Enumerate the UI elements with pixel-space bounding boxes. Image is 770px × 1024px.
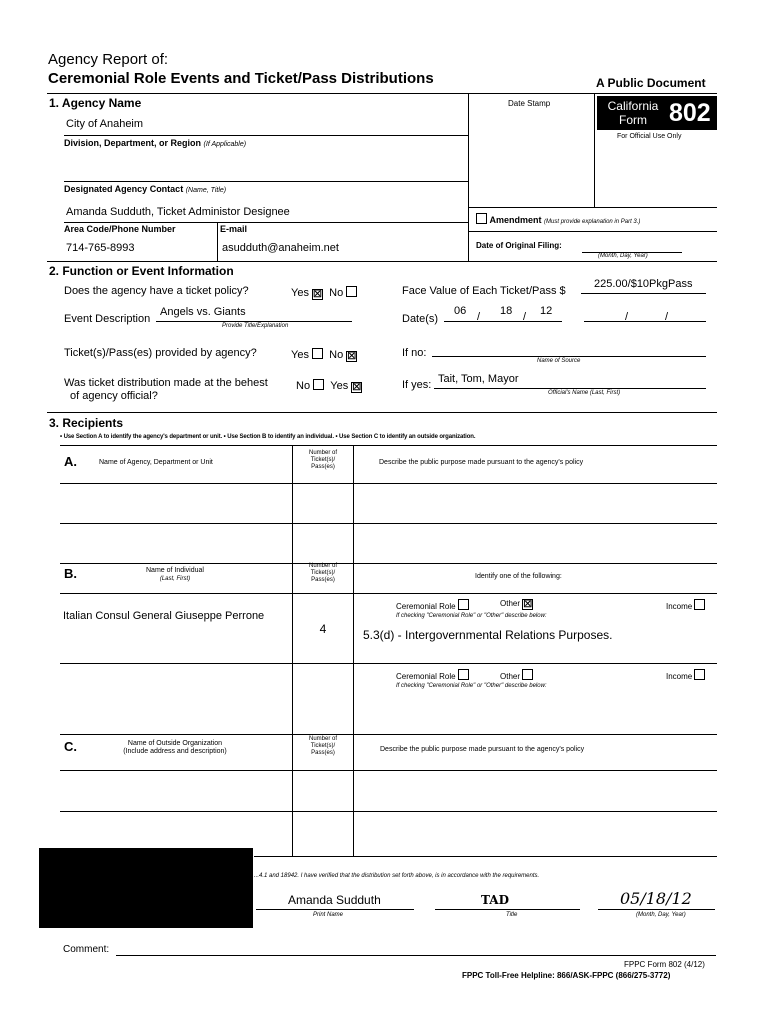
form-number: 802 xyxy=(669,99,711,127)
a-count-col-line-2: Ticket(s)/ xyxy=(310,457,336,463)
b-row1-income-label: Income xyxy=(666,602,693,611)
behest-no-label: No xyxy=(296,380,311,392)
division-label-text: Division, Department, or Region xyxy=(64,138,202,148)
b-row2-ceremonial-label: Ceremonial Role xyxy=(396,672,456,681)
b-row1-income-checkbox[interactable] xyxy=(694,599,705,610)
if-no-label: If no: xyxy=(402,347,427,359)
provided-question: Ticket(s)/Pass(es) provided by agency? xyxy=(64,347,257,359)
ca-line-2: Form xyxy=(619,113,647,127)
date-day[interactable]: 18 xyxy=(500,305,513,317)
date-year[interactable]: 12 xyxy=(540,305,553,317)
section-c-letter: C. xyxy=(64,739,77,754)
face-value[interactable]: 225.00/$10PkgPass xyxy=(594,278,693,290)
b-row1-other xyxy=(500,599,533,610)
policy-no-checkbox[interactable] xyxy=(346,286,357,297)
section-a-letter: A. xyxy=(64,454,77,469)
ticket-policy-answers xyxy=(291,286,357,300)
b-row1-ceremonial-label: Ceremonial Role xyxy=(396,602,456,611)
amendment-hint: (Must provide explanation in Part 3.) xyxy=(544,219,641,225)
b-row2-other xyxy=(500,669,533,681)
form-id: FPPC Form 802 (4/12) xyxy=(624,960,705,969)
phone-label: Area Code/Phone Number xyxy=(64,224,176,234)
b-row1-other-label: Other xyxy=(500,599,521,608)
behest-no-checkbox[interactable] xyxy=(313,379,324,390)
b-name-col-hint: (Last, First) xyxy=(159,576,191,582)
b-row2-other-label: Other xyxy=(500,672,521,681)
c-count-col-line-1: Number of xyxy=(308,736,337,742)
if-yes-label: If yes: xyxy=(402,379,432,391)
section-b-identify-col: Identify one of the following: xyxy=(475,573,562,580)
contact-label-text: Designated Agency Contact xyxy=(64,184,184,194)
section-c-count-col xyxy=(293,736,353,757)
provided-no-checkbox[interactable]: ☒ xyxy=(347,351,357,362)
section-b-name-col xyxy=(120,567,230,583)
b-row2-income-label: Income xyxy=(666,672,693,681)
date-sep-2: / xyxy=(523,311,527,323)
c-name-col-line-1: Name of Outside Organization xyxy=(127,740,223,747)
redaction-block xyxy=(39,848,253,928)
provided-answers xyxy=(291,348,357,362)
b-row1-ceremonial xyxy=(396,599,469,611)
behest-yes-checkbox[interactable]: ☒ xyxy=(352,382,362,393)
official-use-label: For Official Use Only xyxy=(617,133,682,140)
dates-label: Date(s) xyxy=(402,313,439,325)
b-name-col-text: Name of Individual xyxy=(146,567,204,574)
ca-line-1: California xyxy=(607,99,659,113)
b-row2-ceremonial-checkbox[interactable] xyxy=(458,669,469,680)
section1-heading: 1. Agency Name xyxy=(49,96,142,110)
behest-question-1: Was ticket distribution made at the behest xyxy=(64,377,268,389)
b-count-col-line-3: Pass(es) xyxy=(311,577,335,583)
contact-value[interactable]: Amanda Sudduth, Ticket Administor Designee xyxy=(66,206,290,218)
b-row1-description[interactable]: 5.3(d) - Intergovernmental Relations Purposes. xyxy=(363,628,613,642)
policy-no-label: No xyxy=(329,287,344,299)
section-a-count-col xyxy=(293,450,353,471)
public-document-label: A Public Document xyxy=(596,76,706,90)
official-name-value[interactable]: Tait, Tom, Mayor xyxy=(438,373,519,385)
print-name-label: Print Name xyxy=(313,912,344,918)
section-b-letter: B. xyxy=(64,566,77,581)
b-row1-other-checkbox[interactable]: ☒ xyxy=(523,599,533,610)
helpline: FPPC Toll-Free Helpline: 866/ASK-FPPC (866/275-3772) xyxy=(462,971,671,980)
section-c-purpose-col: Describe the public purpose made pursuant to the agency's policy xyxy=(380,746,585,753)
contact-hint: (Name, Title) xyxy=(185,187,227,194)
amendment-checkbox[interactable] xyxy=(476,213,487,224)
original-filing-label: Date of Original Filing: xyxy=(476,241,562,250)
date2-sep-1: / xyxy=(625,311,629,323)
face-value-label: Face Value of Each Ticket/Pass $ xyxy=(402,285,566,297)
b-count-col-line-1: Number of xyxy=(308,563,337,569)
provided-yes-checkbox[interactable] xyxy=(312,348,323,359)
policy-yes-label: Yes xyxy=(291,287,309,299)
print-name-value[interactable]: Amanda Sudduth xyxy=(288,893,381,907)
amendment-row xyxy=(476,213,640,225)
behest-yes-label: Yes xyxy=(330,380,349,392)
c-count-col-line-3: Pass(es) xyxy=(311,750,335,756)
division-label xyxy=(64,138,246,148)
a-count-col-line-1: Number of xyxy=(308,450,337,456)
title-line-1: Agency Report of: xyxy=(48,51,169,68)
california-form-badge xyxy=(597,96,717,130)
section-a-name-col: Name of Agency, Department or Unit xyxy=(99,459,213,466)
b-row1-income xyxy=(666,599,705,611)
section-c-name-col xyxy=(95,740,255,756)
section-b-count-col xyxy=(293,563,353,584)
b-row1-count[interactable]: 4 xyxy=(319,622,327,636)
ticket-policy-question: Does the agency have a ticket policy? xyxy=(64,285,249,297)
page-title: Ceremonial Role Events and Ticket/Pass Distributions xyxy=(48,70,434,87)
b-row1-hint: If checking "Ceremonial Role" or "Other" describe below: xyxy=(396,613,547,619)
section2-heading: 2. Function or Event Information xyxy=(49,264,234,278)
a-count-col-line-3: Pass(es) xyxy=(311,464,335,470)
b-row2-income-checkbox[interactable] xyxy=(694,669,705,680)
behest-question-2: of agency official? xyxy=(70,390,158,402)
policy-yes-checkbox[interactable]: ☒ xyxy=(313,289,322,300)
date-stamp-label: Date Stamp xyxy=(508,99,551,108)
b-row2-other-checkbox[interactable] xyxy=(522,669,533,680)
title-value[interactable]: TAD xyxy=(481,893,509,907)
b-count-col-line-2: Ticket(s)/ xyxy=(310,570,336,576)
email-value[interactable]: asudduth@anaheim.net xyxy=(222,242,339,254)
email-label: E-mail xyxy=(220,224,248,234)
section3-heading: 3. Recipients xyxy=(49,416,124,430)
b-row1-ceremonial-checkbox[interactable] xyxy=(458,599,469,610)
name-of-source-hint: Name of Source xyxy=(537,358,581,364)
title-label: Title xyxy=(506,912,518,918)
event-description-hint: Provide Title/Explanation xyxy=(222,323,289,329)
c-name-col-line-2: (Include address and description) xyxy=(123,748,227,755)
contact-label xyxy=(64,184,226,194)
date-sep-1: / xyxy=(477,311,481,323)
b-row2-ceremonial xyxy=(396,669,469,681)
certification-text: ...4.1 and 18942. I have verified that the distribution set forth above, is in accordance with the requirements. xyxy=(254,873,540,879)
agency-name-value[interactable]: City of Anaheim xyxy=(66,118,144,130)
behest-answers xyxy=(296,379,362,393)
event-description-value[interactable]: Angels vs. Giants xyxy=(160,306,246,318)
official-name-hint: Official's Name (Last, First) xyxy=(548,390,621,396)
c-count-col-line-2: Ticket(s)/ xyxy=(310,743,336,749)
section-a-purpose-col: Describe the public purpose made pursuant to the agency's policy xyxy=(379,459,584,466)
comment-label: Comment: xyxy=(63,944,110,955)
b-row2-hint: If checking "Ceremonial Role" or "Other" describe below: xyxy=(396,683,547,689)
provided-no-label: No xyxy=(329,349,344,361)
b-row1-name[interactable]: Italian Consul General Giuseppe Perrone xyxy=(63,610,265,622)
date-month[interactable]: 06 xyxy=(454,305,467,317)
event-description-label: Event Description xyxy=(64,313,151,325)
division-hint: (If Applicable) xyxy=(203,141,247,148)
amendment-label: Amendment xyxy=(489,215,542,225)
b-row2-income xyxy=(666,669,705,681)
phone-value[interactable]: 714-765-8993 xyxy=(66,242,135,254)
section3-instructions: • Use Section A to identify the agency's department or unit. • Use Section B to identify an individual. • Use Section C to identify an outside organization. xyxy=(60,434,476,440)
date-label: (Month, Day, Year) xyxy=(636,912,686,918)
date2-sep-2: / xyxy=(665,311,669,323)
original-filing-hint: (Month, Day, Year) xyxy=(598,253,648,259)
provided-yes-label: Yes xyxy=(291,349,309,361)
signature-date[interactable]: 05/18/12 xyxy=(620,889,692,908)
